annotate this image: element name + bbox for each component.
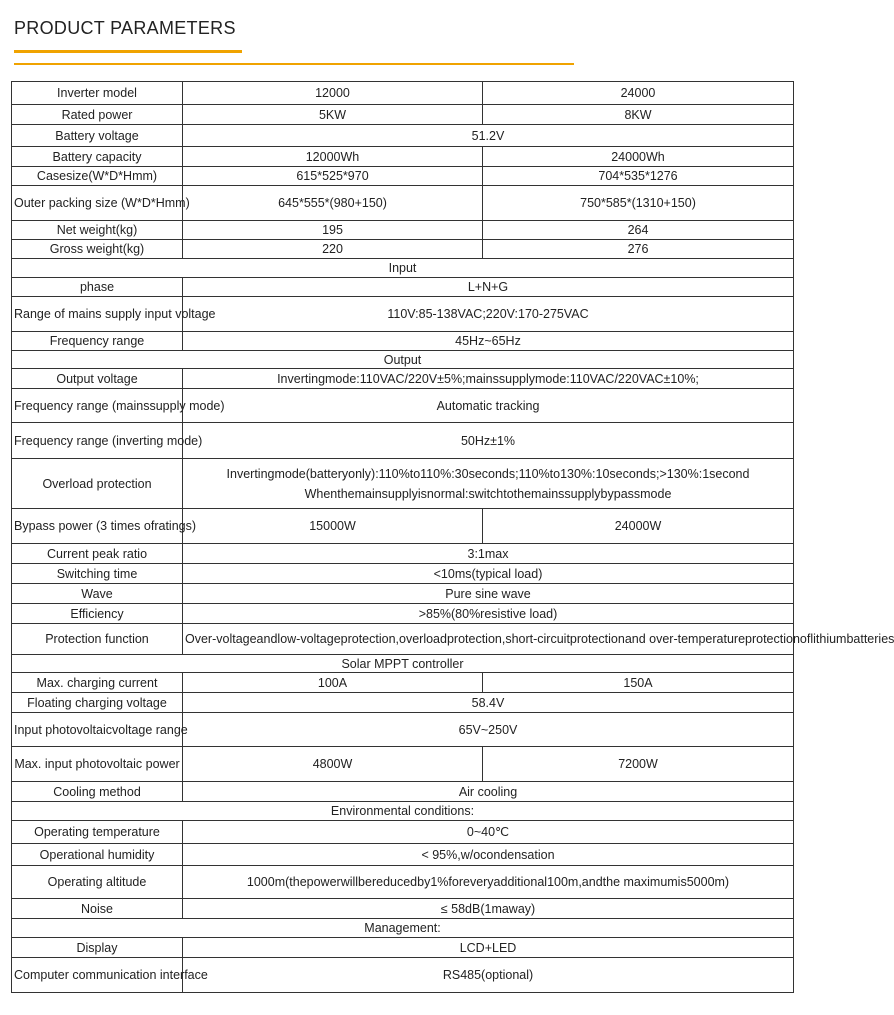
cell-value: 50Hz±1%: [183, 423, 794, 459]
row-label: Wave: [12, 584, 183, 604]
section-heading: Management:: [12, 919, 794, 938]
cell-value: [183, 459, 794, 509]
row-label: Net weight(kg): [12, 221, 183, 240]
cell-value: 150A: [483, 673, 794, 693]
table-row: [12, 459, 794, 509]
cell-value: LCD+LED: [183, 938, 794, 958]
row-label: Output voltage: [12, 369, 183, 389]
cell-value: ≤ 58dB(1maway): [183, 899, 794, 919]
cell-value: 15000W: [183, 509, 483, 544]
cell-value: 7200W: [483, 747, 794, 782]
cell-value: 704*535*1276: [483, 167, 794, 186]
row-label: Outer packing size (W*D*Hmm): [12, 186, 183, 221]
cell-value: <10ms(typical load): [183, 564, 794, 584]
cell-value: 24000Wh: [483, 147, 794, 167]
cell-value: 1000m(thepowerwillbereducedby1%foreveryadditional100m,andthe maximumis5000m): [183, 866, 794, 899]
row-label: Computer communication interface: [12, 958, 183, 993]
cell-value: 276: [483, 240, 794, 259]
row-label: Noise: [12, 899, 183, 919]
section-heading: Input: [12, 259, 794, 278]
row-label: Input photovoltaicvoltage range: [12, 713, 183, 747]
overload-line-1: Invertingmode(batteryonly):110%to110%:30seconds;110%to130%:10seconds;>130%:1second: [226, 466, 750, 481]
cell-value: 24000: [483, 82, 794, 105]
table-row: [12, 389, 794, 423]
cell-value: 4800W: [183, 747, 483, 782]
section-heading: Solar MPPT controller: [12, 655, 794, 673]
cell-value: 220: [183, 240, 483, 259]
cell-value: < 95%,w/ocondensation: [183, 844, 794, 866]
table-row: [12, 423, 794, 459]
row-label: Display: [12, 938, 183, 958]
table-row: [12, 82, 794, 105]
row-label: Operating temperature: [12, 821, 183, 844]
table-row: [12, 938, 794, 958]
table-row: [12, 624, 794, 655]
table-row: [12, 866, 794, 899]
row-label: Overload protection: [12, 459, 183, 509]
row-label: Efficiency: [12, 604, 183, 624]
row-label: Rated power: [12, 105, 183, 125]
section-row: [12, 919, 794, 938]
cell-value: 45Hz~65Hz: [183, 332, 794, 351]
cell-value: 65V~250V: [183, 713, 794, 747]
row-label: Max. input photovoltaic power: [12, 747, 183, 782]
row-label: Battery capacity: [12, 147, 183, 167]
table-row: [12, 958, 794, 993]
table-row: [12, 297, 794, 332]
table-row: [12, 584, 794, 604]
cell-value: 264: [483, 221, 794, 240]
row-label: Operational humidity: [12, 844, 183, 866]
cell-value: Pure sine wave: [183, 584, 794, 604]
row-label: Floating charging voltage: [12, 693, 183, 713]
table-row: [12, 509, 794, 544]
page-header: [14, 18, 236, 39]
row-label: Casesize(W*D*Hmm): [12, 167, 183, 186]
section-heading: Environmental conditions:: [12, 802, 794, 821]
row-label: Battery voltage: [12, 125, 183, 147]
table-row: [12, 186, 794, 221]
cell-value: Over-voltageandlow-voltageprotection,overloadprotection,short-circuitprotectionand over-temperatureprotectionoflithiumbatteries: [183, 624, 794, 655]
cell-value: 615*525*970: [183, 167, 483, 186]
table-row: [12, 369, 794, 389]
table-row: [12, 821, 794, 844]
row-label: Cooling method: [12, 782, 183, 802]
table-row: [12, 673, 794, 693]
cell-value: Invertingmode:110VAC/220V±5%;mainssupplymode:110VAC/220VAC±10%;: [183, 369, 794, 389]
table-row: [12, 221, 794, 240]
table-row: [12, 782, 794, 802]
cell-value: >85%(80%resistive load): [183, 604, 794, 624]
cell-value: 750*585*(1310+150): [483, 186, 794, 221]
row-label: Inverter model: [12, 82, 183, 105]
cell-value: 100A: [183, 673, 483, 693]
title-underline: [14, 50, 242, 53]
cell-value: Air cooling: [183, 782, 794, 802]
table-row: [12, 105, 794, 125]
section-row: [12, 259, 794, 278]
cell-value: Automatic tracking: [183, 389, 794, 423]
row-label: Frequency range (mainssupply mode): [12, 389, 183, 423]
row-label: Bypass power (3 times ofratings): [12, 509, 183, 544]
cell-value: 24000W: [483, 509, 794, 544]
table-row: [12, 544, 794, 564]
section-row: [12, 351, 794, 369]
table-row: [12, 332, 794, 351]
cell-value: 645*555*(980+150): [183, 186, 483, 221]
row-label: phase: [12, 278, 183, 297]
table-row: [12, 899, 794, 919]
table-row: [12, 747, 794, 782]
cell-value: 5KW: [183, 105, 483, 125]
row-label: Protection function: [12, 624, 183, 655]
table-row: [12, 564, 794, 584]
row-label: Switching time: [12, 564, 183, 584]
table-row: [12, 278, 794, 297]
cell-value: 12000Wh: [183, 147, 483, 167]
table-row: [12, 167, 794, 186]
cell-value: 0~40℃: [183, 821, 794, 844]
row-label: Gross weight(kg): [12, 240, 183, 259]
cell-value: 8KW: [483, 105, 794, 125]
overload-line-2: Whenthemainsupplyisnormal:switchtothemainssupplybypassmode: [304, 486, 672, 501]
row-label: Frequency range: [12, 332, 183, 351]
cell-value: RS485(optional): [183, 958, 794, 993]
table-row: [12, 693, 794, 713]
table-row: [12, 604, 794, 624]
cell-value: 12000: [183, 82, 483, 105]
row-label: Max. charging current: [12, 673, 183, 693]
cell-value: 195: [183, 221, 483, 240]
section-row: [12, 802, 794, 821]
table-row: [12, 844, 794, 866]
cell-value: 58.4V: [183, 693, 794, 713]
row-label: Operating altitude: [12, 866, 183, 899]
cell-value: 3:1max: [183, 544, 794, 564]
table-row: [12, 125, 794, 147]
table-row: [12, 240, 794, 259]
table-row: [12, 147, 794, 167]
cell-value: L+N+G: [183, 278, 794, 297]
row-label: Current peak ratio: [12, 544, 183, 564]
section-divider: [14, 63, 574, 65]
spec-table: [11, 81, 894, 993]
row-label: Range of mains supply input voltage: [12, 297, 183, 332]
table-row: [12, 713, 794, 747]
page-title: PRODUCT PARAMETERS: [14, 18, 236, 38]
cell-value: 110V:85-138VAC;220V:170-275VAC: [183, 297, 794, 332]
cell-value: 51.2V: [183, 125, 794, 147]
section-heading: Output: [12, 351, 794, 369]
section-row: [12, 655, 794, 673]
row-label: Frequency range (inverting mode): [12, 423, 183, 459]
